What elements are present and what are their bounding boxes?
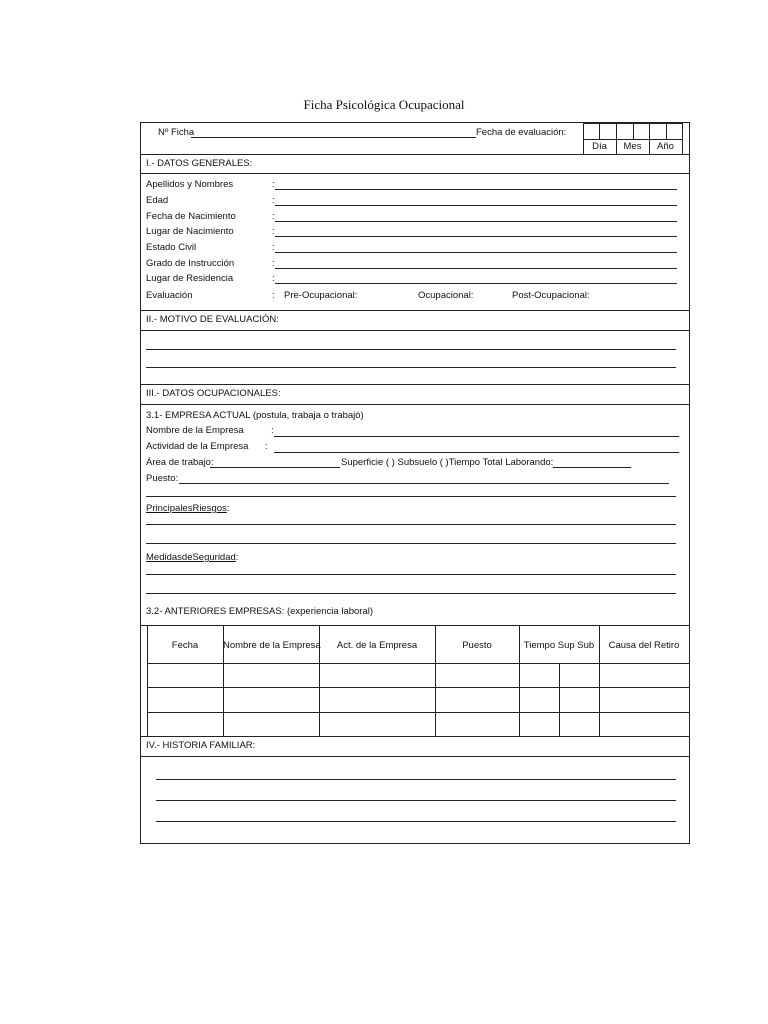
form-title: Ficha Psicológica Ocupacional	[303, 97, 465, 112]
field-apellidos: Apellidos y Nombres	[146, 179, 234, 190]
medidas-seguridad-label: MedidasdeSeguridad:	[146, 552, 239, 563]
apellidos-line[interactable]	[275, 189, 677, 190]
motivo-line-2[interactable]	[146, 367, 676, 368]
ficha-label: Nº Ficha	[158, 127, 195, 138]
option-pre-ocupacional[interactable]: Pre-Ocupacional:	[284, 290, 358, 301]
col-puesto: Puesto	[462, 640, 492, 651]
field-grado-instruccion: Grado de Instrucción	[146, 258, 235, 269]
tiempo-laborando-line[interactable]	[553, 467, 631, 468]
col-causa-retiro: Causa del Retiro	[608, 640, 680, 651]
field-actividad-empresa: Actividad de la Empresa	[146, 441, 249, 452]
medidas-line-1[interactable]	[146, 574, 676, 575]
field-nombre-empresa: Nombre de la Empresa	[146, 425, 244, 436]
lugar-residencia-line[interactable]	[275, 283, 677, 284]
principales-riesgos-label: PrincipalesRiesgos:	[146, 503, 230, 514]
nombre-empresa-line[interactable]	[274, 436, 679, 437]
field-evaluacion: Evaluación	[146, 290, 193, 301]
empresa-actual-heading: 3.1- EMPRESA ACTUAL (postula, trabaja o trabajó)	[146, 410, 364, 421]
col-fecha: Fecha	[171, 640, 199, 651]
field-puesto: Puesto:	[146, 473, 179, 484]
col-act-empresa: Act. de la Empresa	[336, 640, 418, 651]
field-estado-civil: Estado Civil	[146, 242, 197, 253]
grado-instruccion-line[interactable]	[275, 268, 677, 269]
anteriores-empresas-heading: 3.2- ANTERIORES EMPRESAS: (experiencia laboral)	[146, 606, 374, 617]
medidas-line-2[interactable]	[146, 593, 676, 594]
historia-line-2[interactable]	[156, 800, 676, 801]
dia-label: Día	[592, 141, 607, 152]
puesto-line[interactable]	[179, 483, 669, 484]
psych-form: Nº Ficha Fecha de evaluación: Día Mes Año I.- DATOS GENERALES: Apellidos y Nombres : Edad : Fecha de Nacimiento : Lugar de Nacimiento : Estado Civil : Grado de Instrucción : Lugar de Residencia : Evaluación : Pre-Ocupacional: Ocupacional: Post-Ocupacional: II.- MOTIVO DE EVALUACIÓN: III.- DATOS OCUPACIONALES: 3.1- EMPRESA ACTUAL (postula, trabaja o trabajó) Nombre de la Empresa : Actividad de la Empresa : Área de trabajo: Superficie ( ) Subsuelo ( )Tiempo Total Laborando: Puesto: PrincipalesRiesgos: MedidasdeSeguridad: 3.2- ANTERIORES EMPRESAS: (experiencia laboral) Fecha Nombre de la Empresa Act. de la Empresa Puesto Tiempo Sup Sub Causa del Retiro IV.- HISTORIA FAMILIAR:	[140, 122, 690, 844]
fecha-label: Fecha de evaluación:	[476, 127, 567, 138]
field-lugar-residencia: Lugar de Residencia	[146, 273, 234, 284]
motivo-line-1[interactable]	[146, 349, 676, 350]
option-post-ocupacional[interactable]: Post-Ocupacional:	[512, 290, 590, 301]
field-edad: Edad	[146, 195, 169, 206]
estado-civil-line[interactable]	[275, 252, 677, 253]
riesgos-line-1[interactable]	[146, 524, 676, 525]
section4-heading: IV.- HISTORIA FAMILIAR:	[146, 740, 256, 751]
puesto-line-2[interactable]	[146, 496, 676, 497]
section2-heading: II.- MOTIVO DE EVALUACIÓN:	[146, 314, 279, 325]
option-ocupacional[interactable]: Ocupacional:	[418, 290, 474, 301]
edad-line[interactable]	[275, 205, 677, 206]
section1-heading: I.- DATOS GENERALES:	[146, 158, 253, 169]
riesgos-line-2[interactable]	[146, 543, 676, 544]
area-trabajo-line[interactable]	[210, 467, 340, 468]
fecha-nacimiento-line[interactable]	[275, 221, 677, 222]
ano-label: Año	[657, 141, 674, 152]
lugar-nacimiento-line[interactable]	[275, 236, 677, 237]
date-grid	[583, 123, 683, 154]
field-lugar-nacimiento: Lugar de Nacimiento	[146, 226, 234, 237]
actividad-empresa-line[interactable]	[274, 452, 679, 453]
field-fecha-nacimiento: Fecha de Nacimiento	[146, 211, 236, 222]
field-area-trabajo: Área de trabajo:	[146, 457, 214, 468]
historia-line-1[interactable]	[156, 779, 676, 780]
mes-label: Mes	[623, 141, 642, 152]
col-nombre-empresa: Nombre de la Empresa	[223, 640, 321, 651]
section3-heading: III.- DATOS OCUPACIONALES:	[146, 388, 281, 399]
superficie-subsuelo: Superficie ( ) Subsuelo ( )Tiempo Total Laborando:	[341, 457, 554, 468]
col-tiempo-sup-sub: Tiempo Sup Sub	[523, 640, 595, 651]
ficha-line[interactable]	[191, 137, 476, 138]
historia-line-3[interactable]	[156, 821, 676, 822]
